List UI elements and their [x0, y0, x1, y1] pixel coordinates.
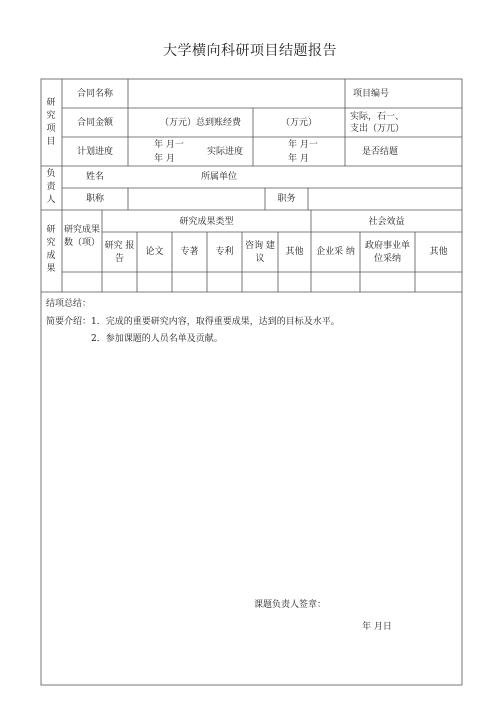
leader-title-label: 职称	[85, 194, 104, 204]
page-title: 大学横向科研项目结题报告	[163, 43, 337, 59]
summary-text-area[interactable]	[42, 350, 461, 590]
plan-date-line1: 年 月一	[154, 140, 184, 150]
social-enterprise: 企业采 纳	[316, 247, 355, 257]
contract-amount-label: 合同金额	[76, 118, 113, 128]
social-other: 其他	[429, 247, 448, 257]
is-concluded-field[interactable]	[416, 138, 461, 165]
type-monograph: 专著	[180, 247, 199, 257]
actual-expense-field[interactable]	[410, 109, 461, 136]
actual-date-line1: 年 月一	[288, 140, 318, 150]
actual-expense-label-line2: 支出（万兀）	[350, 124, 405, 134]
actual-expense-label-line1: 实际，石一、	[350, 112, 405, 122]
type-consultation: 咨询 建议	[245, 241, 275, 264]
contract-name-label: 合同名称	[76, 89, 113, 99]
results-types-header: 研究成果类型	[179, 217, 234, 227]
leader-position-label: 职务	[277, 194, 296, 204]
signature-date: 年 月日	[362, 622, 392, 632]
summary-heading: 结项总结：	[46, 299, 92, 309]
type-report: 研究 报告	[104, 241, 135, 264]
received-funds-unit: （万元）	[280, 118, 317, 128]
leader-position-field[interactable]	[309, 189, 461, 209]
plan-date-line2: 年 月	[154, 154, 175, 164]
summary-item-2: 2．参加课题的人员名单及贡献。	[91, 334, 223, 344]
project-section-label: 研究项目	[46, 98, 56, 147]
contract-amount-field[interactable]	[129, 109, 252, 136]
type-paper: 论文	[145, 247, 164, 257]
project-no-label: 项目编号	[352, 89, 389, 99]
summary-item-1: 1．完成的重要研究内容，取得重要成果，达到的目标及水平。	[91, 317, 340, 327]
actual-progress-label: 实际进度	[207, 147, 244, 157]
results-count-label: 研究成果数（项）	[64, 225, 101, 248]
received-funds-field[interactable]	[254, 109, 344, 136]
results-values-row[interactable]	[103, 273, 461, 291]
leader-section-label: 负责人	[46, 169, 56, 205]
is-concluded-label: 是否结题	[361, 147, 398, 157]
leader-unit-label: 所属单位	[201, 172, 238, 182]
social-benefit-header: 社会效益	[368, 217, 405, 227]
leader-unit-field[interactable]	[246, 167, 461, 187]
results-count-field[interactable]	[63, 273, 101, 291]
leader-name-field[interactable]	[129, 167, 189, 187]
received-funds-label: 总到账经费	[196, 118, 242, 128]
contract-name-field[interactable]	[129, 80, 344, 107]
type-patent: 专利	[215, 247, 234, 257]
type-other: 其他	[285, 247, 304, 257]
results-section-label: 研究成果	[46, 225, 56, 274]
contract-amount-unit: （万元）	[160, 118, 197, 128]
leader-title-field[interactable]	[129, 189, 264, 209]
actual-date-line2: 年 月	[288, 154, 309, 164]
leader-name-label: 姓名	[85, 172, 104, 182]
social-government: 政府事业单位采纳	[364, 241, 410, 264]
summary-intro-label: 简要介绍：	[46, 317, 92, 327]
signature-field[interactable]	[330, 595, 450, 615]
signature-label: 课题负责人签章：	[254, 600, 327, 610]
project-no-field[interactable]	[398, 80, 461, 107]
plan-progress-label: 计划进度	[76, 147, 113, 157]
